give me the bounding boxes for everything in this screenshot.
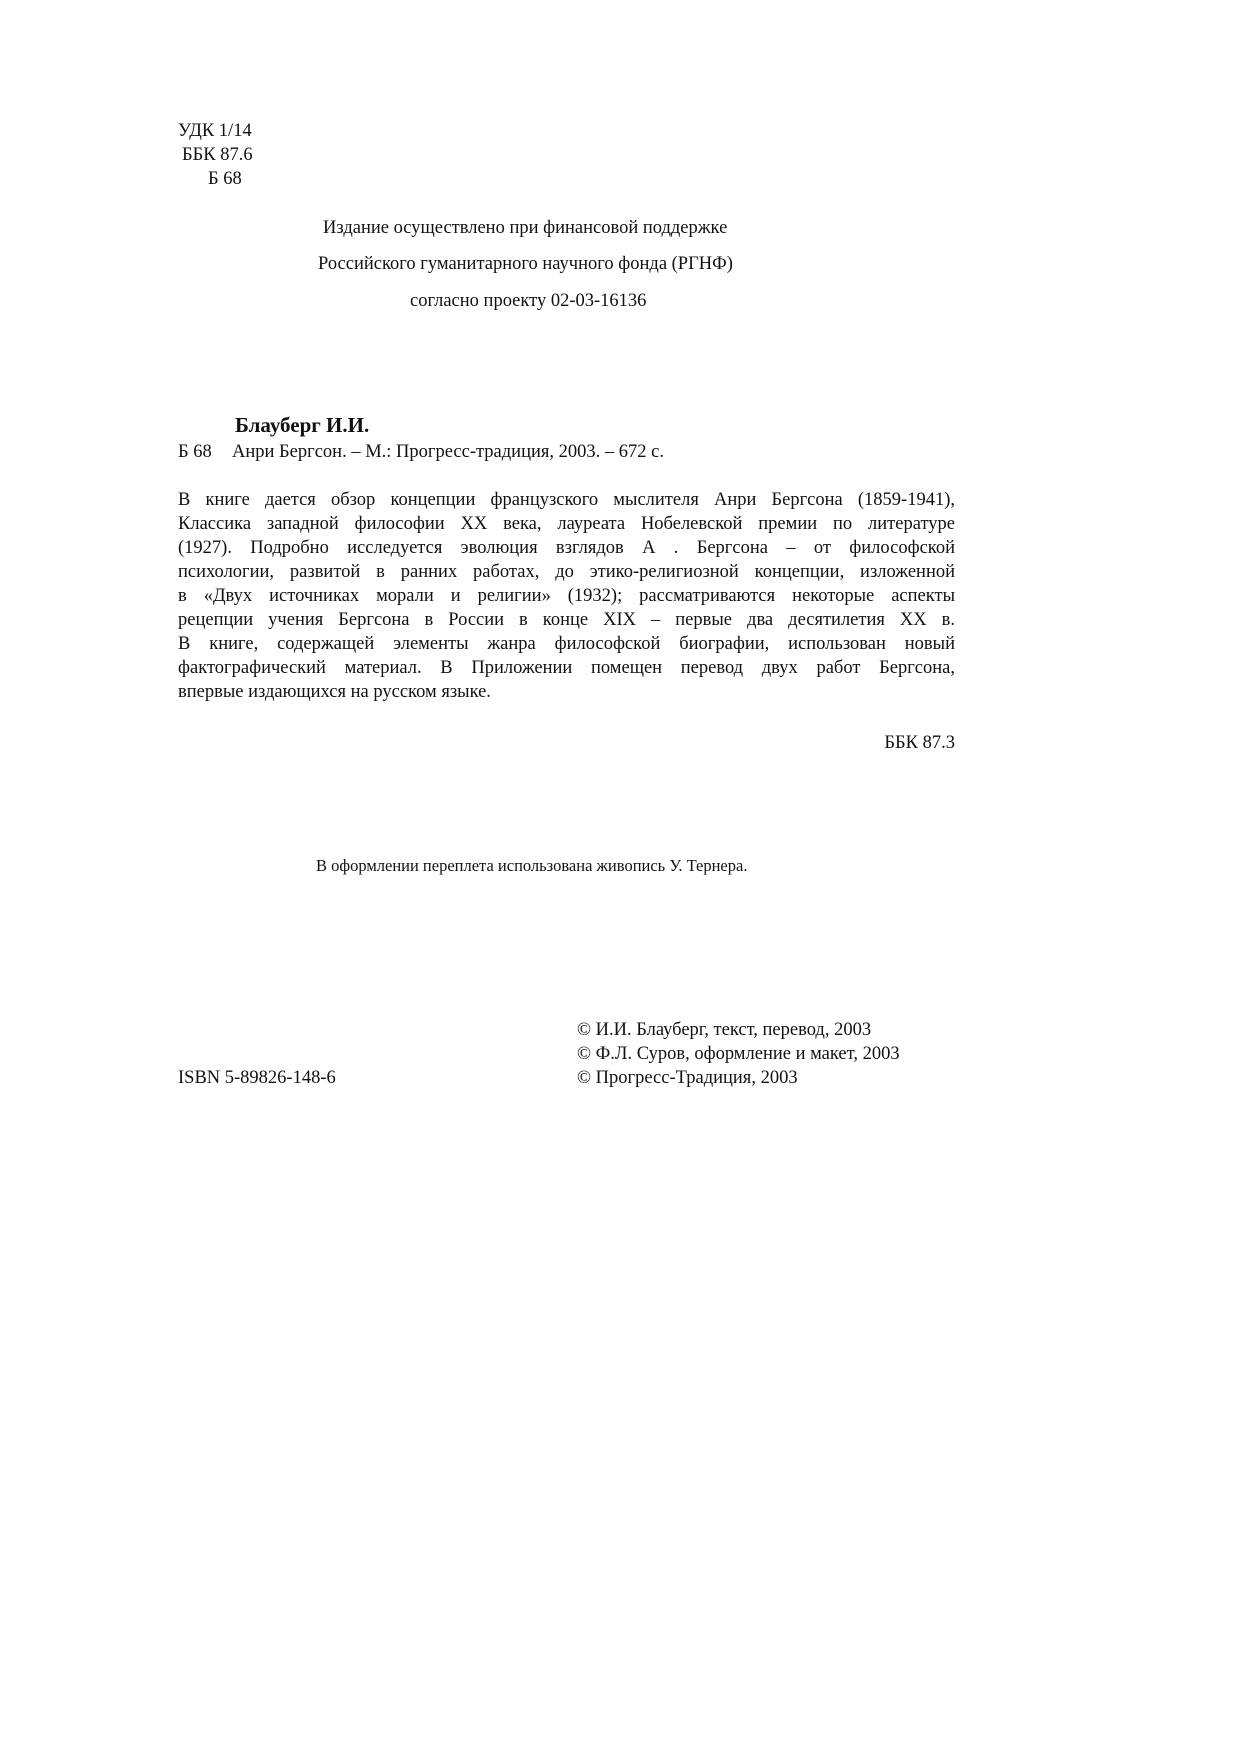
citation-code: Б 68 <box>178 442 212 462</box>
abstract-line: В книге, содержащей элементы жанра философской биографии, использован новый <box>178 634 955 654</box>
abstract-line: (1927). Подробно исследуется эволюция взглядов А . Бергсона – от философской <box>178 538 955 558</box>
bbk-code: ББК 87.6 <box>182 145 253 165</box>
author-heading: Блауберг И.И. <box>235 413 370 437</box>
support-notice-line-1: Издание осуществлено при финансовой поддержке <box>323 218 728 238</box>
copyright-line: © Ф.Л. Суров, оформление и макет, 2003 <box>577 1044 900 1064</box>
isbn: ISBN 5-89826-148-6 <box>178 1068 336 1088</box>
citation-description: Анри Бергсон. – М.: Прогресс-традиция, 2003. – 672 с. <box>232 442 664 462</box>
copyright-line: © Прогресс-Традиция, 2003 <box>577 1068 798 1088</box>
support-notice-line-2: Российского гуманитарного научного фонда (РГНФ) <box>318 254 733 274</box>
cover-note: В оформлении переплета использована живопись У. Тернера. <box>316 856 748 875</box>
copyright-block <box>577 1018 900 1090</box>
classification-block <box>178 119 253 191</box>
abstract-line: в «Двух источниках морали и религии» (1932); рассматриваются некоторые аспекты <box>178 586 955 606</box>
author-sign-code: Б 68 <box>208 169 242 189</box>
abstract-line: рецепции учения Бергсона в России в конце XIX – первые два десятилетия XX в. <box>178 610 955 630</box>
abstract-line: впервые издающихся на русском языке. <box>178 682 491 702</box>
abstract-line: фактографический материал. В Приложении помещен перевод двух работ Бергсона, <box>178 658 955 678</box>
bbk-code-right: ББК 87.3 <box>884 733 955 753</box>
udk-code: УДК 1/14 <box>178 121 252 141</box>
abstract-line: Классика западной философии XX века, лауреата Нобелевской премии по литературе <box>178 514 955 534</box>
abstract-line: психологии, развитой в ранних работах, до этико-религиозной концепции, изложенной <box>178 562 955 582</box>
abstract-line: В книге дается обзор концепции французского мыслителя Анри Бергсона (1859-1941), <box>178 490 955 510</box>
citation-line <box>178 440 664 464</box>
support-notice-line-3: согласно проекту 02-03-16136 <box>410 291 647 311</box>
abstract-paragraph <box>178 488 955 704</box>
copyright-line: © И.И. Блауберг, текст, перевод, 2003 <box>577 1020 872 1040</box>
